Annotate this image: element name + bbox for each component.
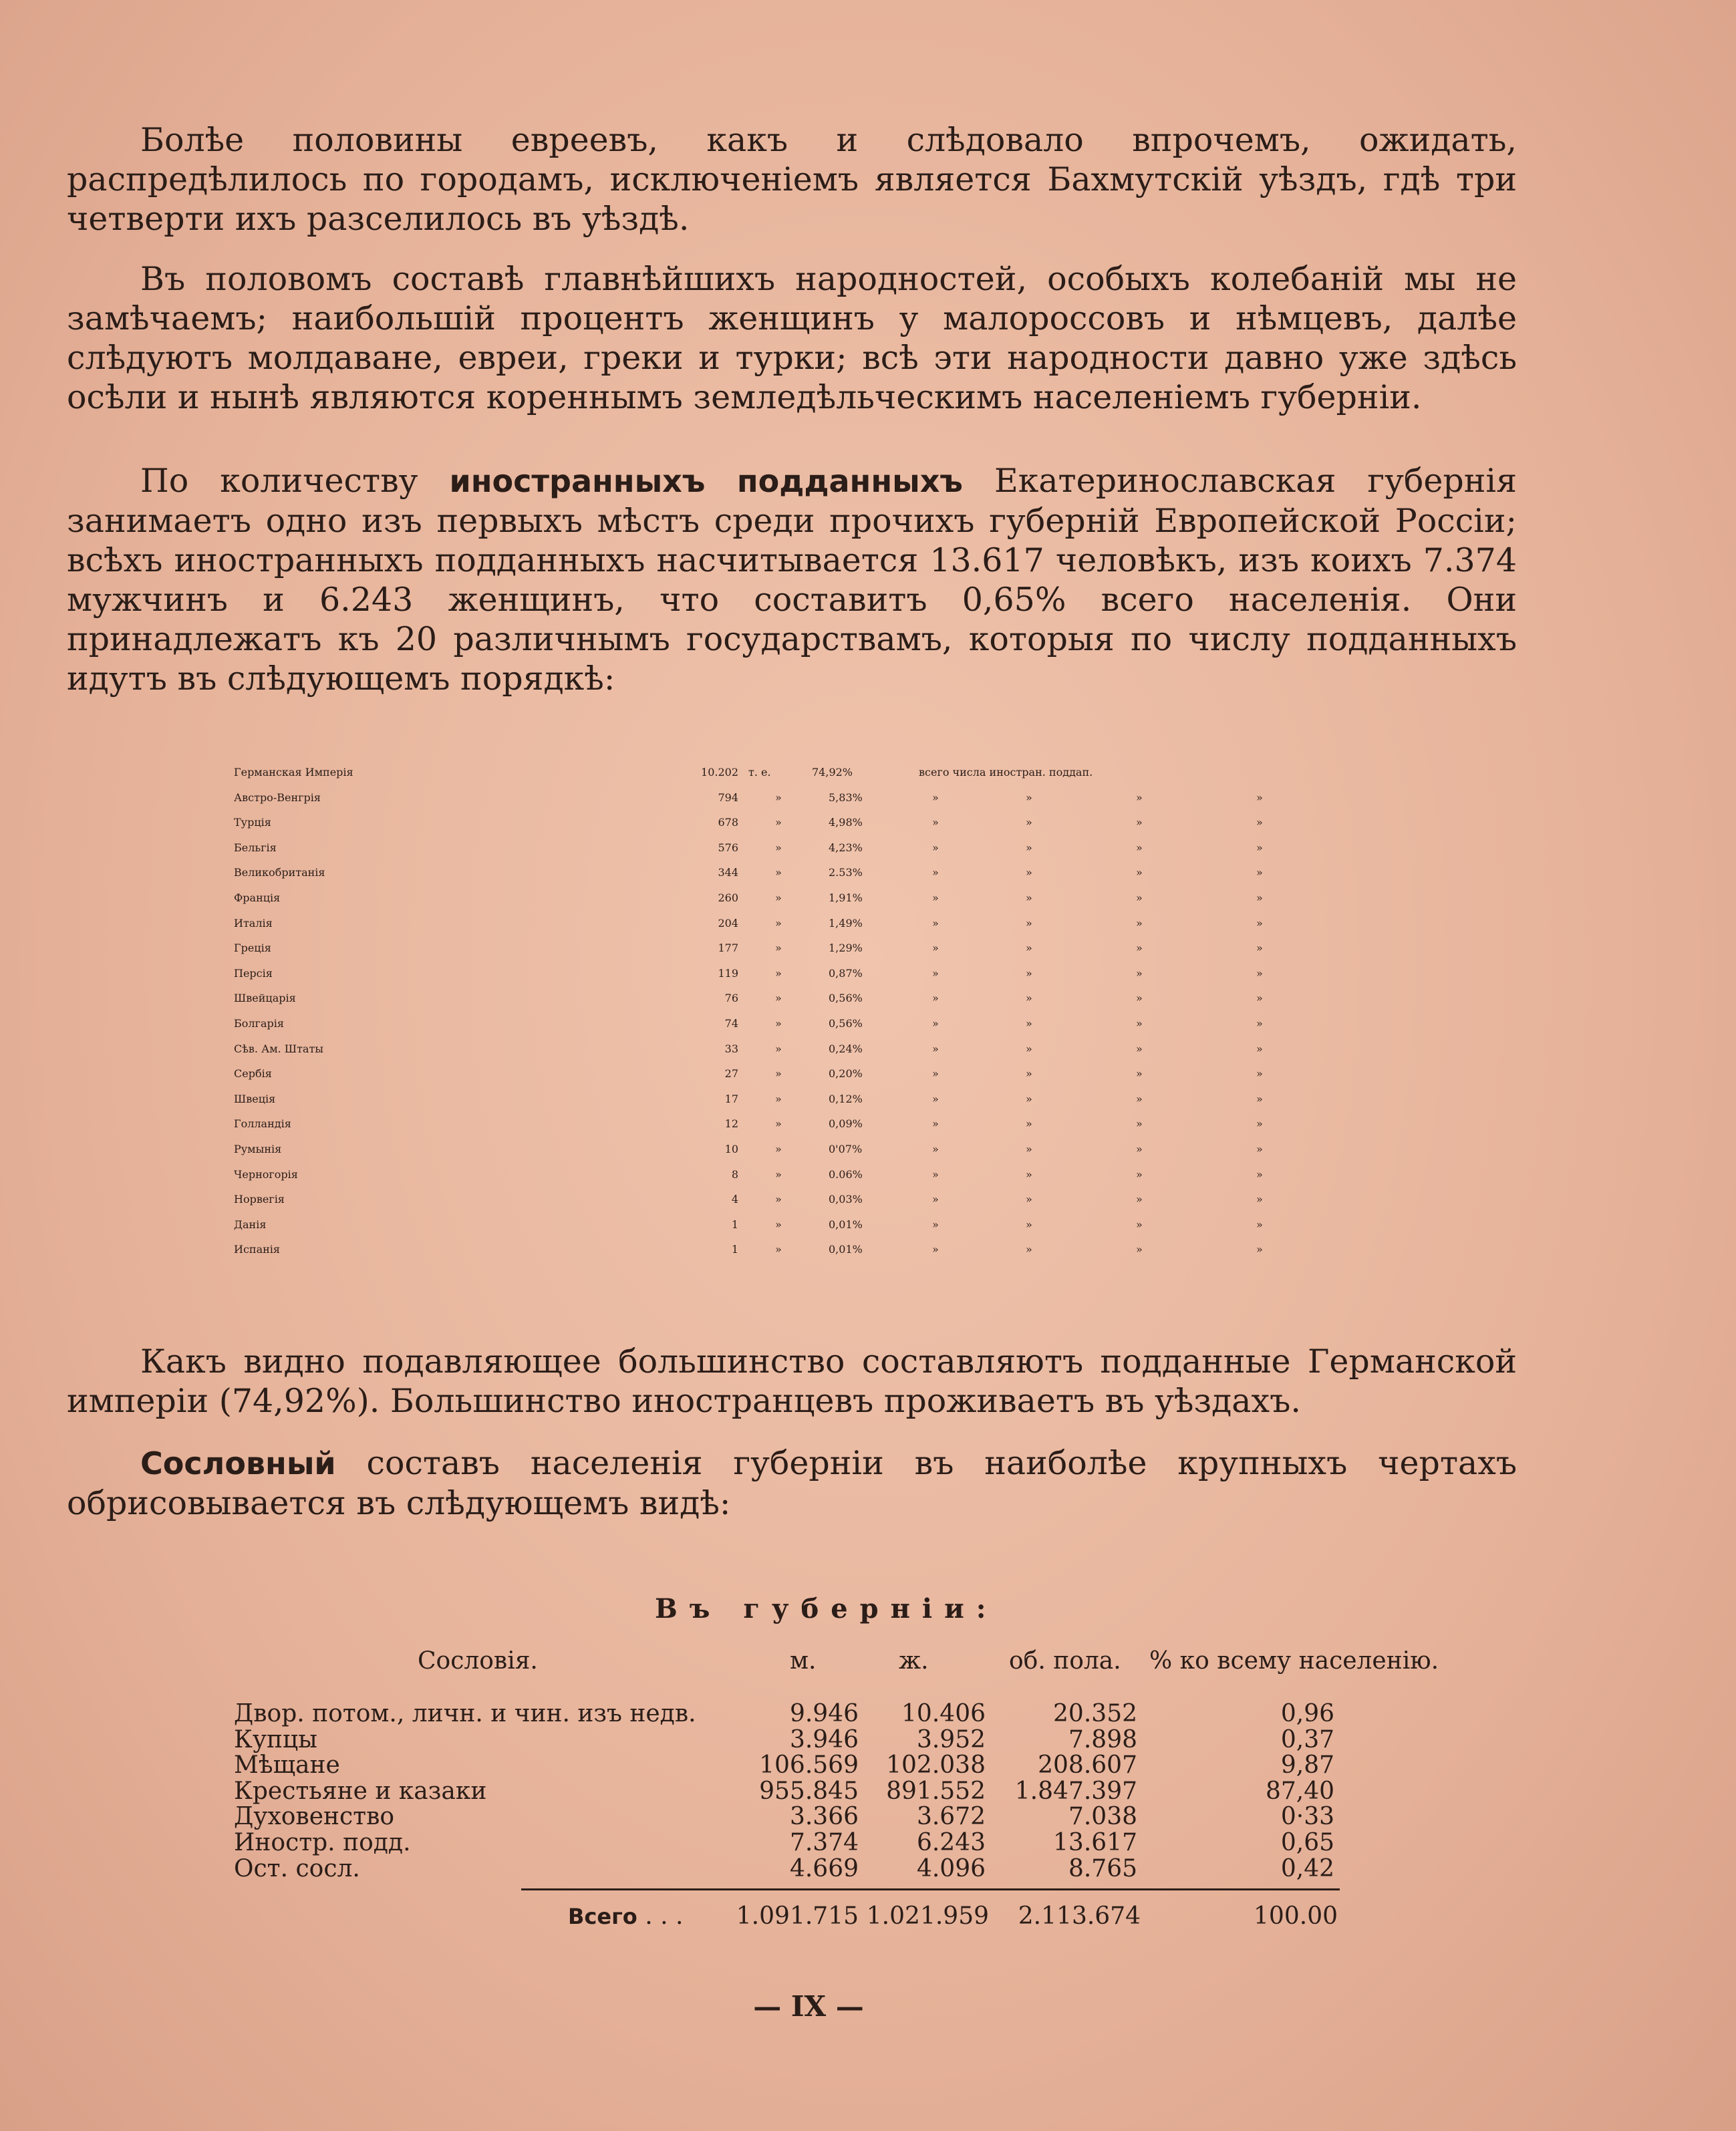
subject-count: 1 xyxy=(731,1218,738,1231)
paragraph-jews-distribution: Болѣе половины евреевъ, какъ и слѣдовало впрочемъ, ожидать, распредѣлилось по городамъ, исключеніемъ является Бахмутскій уѣздъ, гдѣ три четверти ихъ разселилось въ уѣздѣ. xyxy=(67,121,1517,238)
ditto-mark: » xyxy=(1026,967,1032,980)
header-percent: % ко всему населенію. xyxy=(1149,1647,1439,1675)
male-count: 3.366 xyxy=(789,1803,859,1830)
female-count: 3.952 xyxy=(916,1726,986,1753)
subject-count: 76 xyxy=(724,992,738,1004)
ditto-mark: » xyxy=(932,1193,939,1205)
ditto-mark: » xyxy=(1026,891,1032,904)
subject-count: 177 xyxy=(718,942,738,954)
ditto-mark: » xyxy=(932,891,939,904)
ditto-mark: » xyxy=(775,1193,782,1205)
ditto-mark: » xyxy=(932,1117,939,1130)
percent-value: 1,49% xyxy=(829,917,863,930)
both-sexes-count: 20.352 xyxy=(1053,1700,1137,1727)
country-name: Болгарія xyxy=(234,1017,284,1030)
ditto-mark: » xyxy=(1256,1243,1263,1256)
ditto-mark: » xyxy=(775,1067,782,1080)
ditto-mark: » xyxy=(1136,1243,1143,1256)
total-both: 2.113.674 xyxy=(1018,1902,1141,1930)
ditto-mark: » xyxy=(1136,1143,1143,1155)
ditto-mark: » xyxy=(1026,1117,1032,1130)
ditto-mark: » xyxy=(775,992,782,1004)
ditto-mark: » xyxy=(775,1093,782,1105)
ditto-mark: » xyxy=(775,1017,782,1030)
ditto-mark: » xyxy=(1256,1067,1263,1080)
percent-of-population: 0,37 xyxy=(1280,1726,1334,1753)
country-name: Великобританія xyxy=(234,866,325,879)
both-sexes-count: 7.038 xyxy=(1068,1803,1137,1830)
ditto-mark: » xyxy=(1136,816,1143,829)
header-female: ж. xyxy=(899,1647,929,1675)
male-count: 955.845 xyxy=(759,1778,859,1805)
ditto-mark: » xyxy=(1026,841,1032,854)
female-count: 3.672 xyxy=(916,1803,986,1830)
ditto-mark: » xyxy=(1026,1168,1032,1181)
female-count: 102.038 xyxy=(886,1751,986,1779)
both-sexes-count: 208.607 xyxy=(1038,1751,1137,1779)
country-name: Сербія xyxy=(234,1067,272,1080)
ditto-mark: » xyxy=(1136,866,1143,879)
ditto-mark: » xyxy=(932,1168,939,1181)
both-sexes-count: 8.765 xyxy=(1068,1855,1137,1882)
subject-count: 27 xyxy=(724,1067,738,1080)
country-name: Данія xyxy=(234,1218,267,1231)
percent-value: 0,24% xyxy=(829,1042,863,1055)
first-row-suffix: всего числа иностран. поддап. xyxy=(919,766,1093,778)
subject-count: 4 xyxy=(731,1193,738,1205)
percent-of-population: 0·33 xyxy=(1280,1803,1334,1830)
subject-count: 12 xyxy=(724,1117,738,1130)
percent-value: 0,56% xyxy=(829,1017,863,1030)
both-sexes-count: 7.898 xyxy=(1068,1726,1137,1753)
percent-value: 4,98% xyxy=(829,816,863,829)
ditto-mark: » xyxy=(1026,1093,1032,1105)
country-name: Норвегія xyxy=(234,1193,285,1205)
ditto-mark: » xyxy=(1026,866,1032,879)
total-male: 1.091.715 xyxy=(736,1902,859,1930)
ditto-mark: » xyxy=(775,1243,782,1256)
country-name: Германская Имперія xyxy=(234,766,353,778)
percent-value: 74,92% xyxy=(812,766,853,778)
ditto-mark: » xyxy=(1256,1017,1263,1030)
estate-name: Купцы xyxy=(234,1726,317,1753)
ditto-mark: » xyxy=(1026,816,1032,829)
ditto-mark: » xyxy=(932,1243,939,1256)
percent-value: 5,83% xyxy=(829,791,863,804)
female-count: 4.096 xyxy=(916,1855,986,1882)
country-name: Черногорія xyxy=(234,1168,298,1181)
total-label: Всего . . . xyxy=(568,1902,684,1930)
country-name: Персія xyxy=(234,967,273,980)
ditto-mark: » xyxy=(1136,1117,1143,1130)
p3-text-before: По количеству xyxy=(140,462,450,500)
ditto-mark: » xyxy=(932,866,939,879)
subject-count: 344 xyxy=(718,866,738,879)
subject-count: 678 xyxy=(718,816,738,829)
ditto-mark: » xyxy=(1026,1042,1032,1055)
percent-value: 0,87% xyxy=(829,967,863,980)
subject-count: 17 xyxy=(724,1093,738,1105)
ditto-mark: » xyxy=(775,942,782,954)
country-name: Франція xyxy=(234,891,281,904)
estates-table-title: Въ губерніи: xyxy=(655,1593,998,1624)
ditto-mark: » xyxy=(932,841,939,854)
header-estates: Сословія. xyxy=(418,1647,538,1675)
ditto-mark: » xyxy=(1136,1218,1143,1231)
ditto-mark: » xyxy=(1026,992,1032,1004)
ditto-mark: » xyxy=(775,791,782,804)
ditto-mark: » xyxy=(775,1168,782,1181)
ditto-mark: » xyxy=(1136,841,1143,854)
ditto-mark: » xyxy=(775,841,782,854)
estate-name: Крестьяне и казаки xyxy=(234,1778,487,1805)
ditto-mark: » xyxy=(1026,1193,1032,1205)
ditto-mark: » xyxy=(932,1093,939,1105)
ditto-mark: » xyxy=(1136,942,1143,954)
ditto-mark: » xyxy=(1026,1067,1032,1080)
subject-count: 10.202 xyxy=(701,766,738,778)
ditto-mark: » xyxy=(775,1218,782,1231)
ditto-mark: » xyxy=(1136,1193,1143,1205)
ditto-mark: » xyxy=(1256,866,1263,879)
ditto-mark: » xyxy=(932,1042,939,1055)
male-count: 3.946 xyxy=(789,1726,859,1753)
ditto-mark: » xyxy=(932,1017,939,1030)
male-count: 7.374 xyxy=(789,1829,859,1856)
percent-of-population: 87,40 xyxy=(1265,1778,1334,1805)
estate-name: Ост. сосл. xyxy=(234,1855,360,1882)
percent-of-population: 0,42 xyxy=(1280,1855,1334,1882)
ditto-mark: » xyxy=(1136,992,1143,1004)
percent-value: 0,01% xyxy=(829,1243,863,1256)
subject-count: 10 xyxy=(724,1143,738,1155)
male-count: 9.946 xyxy=(789,1700,859,1727)
subject-count: 119 xyxy=(718,967,738,980)
percent-value: 0,56% xyxy=(829,992,863,1004)
ditto-mark: » xyxy=(932,917,939,930)
ditto-mark: » xyxy=(1256,816,1263,829)
percent-of-population: 0,96 xyxy=(1280,1700,1334,1727)
subject-count: 8 xyxy=(731,1168,738,1181)
ditto-mark: » xyxy=(1256,917,1263,930)
ditto-mark: » xyxy=(1136,917,1143,930)
ditto-mark: » xyxy=(932,992,939,1004)
country-name: Сѣв. Ам. Штаты xyxy=(234,1042,324,1055)
estate-name: Духовенство xyxy=(234,1803,395,1830)
ditto-mark: » xyxy=(1256,942,1263,954)
p5-bold-term: Сословный xyxy=(140,1445,336,1481)
ditto-mark: » xyxy=(1256,1117,1263,1130)
p5-text-after: составъ населенія губерніи въ наиболѣе крупныхъ чертахъ обрисовывается въ слѣдующемъ видѣ: xyxy=(67,1444,1517,1522)
ditto-mark: » xyxy=(1026,1143,1032,1155)
ditto-mark: » xyxy=(1256,1143,1263,1155)
estate-name: Иностр. подд. xyxy=(234,1829,411,1856)
ditto-mark: » xyxy=(1256,791,1263,804)
subject-count: 204 xyxy=(718,917,738,930)
ditto-mark: » xyxy=(932,967,939,980)
ditto-mark: » xyxy=(1136,1093,1143,1105)
percent-value: 0.06% xyxy=(829,1168,863,1181)
ditto-mark: » xyxy=(1256,1193,1263,1205)
percent-value: 0'07% xyxy=(829,1143,863,1155)
paragraph-estates-intro xyxy=(67,1443,1517,1523)
country-name: Греція xyxy=(234,942,271,954)
country-name: Австро-Венгрія xyxy=(234,791,321,804)
female-count: 891.552 xyxy=(886,1778,986,1805)
ditto-mark: » xyxy=(775,891,782,904)
both-sexes-count: 1.847.397 xyxy=(1014,1778,1137,1805)
ditto-mark: » xyxy=(1136,1168,1143,1181)
paragraph-german-majority: Какъ видно подавляющее большинство составляютъ подданные Германской имперіи (74,92%). Большинство иностранцевъ проживаетъ въ уѣздахъ. xyxy=(67,1342,1517,1420)
p3-bold-term: иностранныхъ подданныхъ xyxy=(449,463,963,499)
country-name: Испанія xyxy=(234,1243,280,1256)
country-name: Италія xyxy=(234,917,273,930)
country-name: Швейцарія xyxy=(234,992,296,1004)
total-percent: 100.00 xyxy=(1254,1902,1338,1930)
ditto-mark: » xyxy=(775,816,782,829)
country-name: Бельгія xyxy=(234,841,277,854)
paragraph-gender-composition: Въ половомъ составѣ главнѣйшихъ народностей, особыхъ колебаній мы не замѣчаемъ; наибольшій процентъ женщинъ у малороссовъ и нѣмцевъ, далѣе слѣдуютъ молдаване, евреи, греки и турки; всѣ эти народности давно уже здѣсь осѣли и нынѣ являются кореннымъ земледѣльческимъ населеніемъ губерніи. xyxy=(67,260,1517,416)
estate-name: Двор. потом., личн. и чин. изъ недв. xyxy=(234,1700,696,1727)
ditto-mark: » xyxy=(775,917,782,930)
te-label: т. е. xyxy=(748,766,771,778)
subject-count: 794 xyxy=(718,791,738,804)
country-name: Швеція xyxy=(234,1093,276,1105)
male-count: 106.569 xyxy=(759,1751,859,1779)
percent-value: 2.53% xyxy=(829,866,863,879)
ditto-mark: » xyxy=(932,816,939,829)
total-female: 1.021.959 xyxy=(866,1902,989,1930)
ditto-mark: » xyxy=(1026,942,1032,954)
percent-value: 1,29% xyxy=(829,942,863,954)
header-both-sexes: об. пола. xyxy=(1009,1647,1121,1675)
ditto-mark: » xyxy=(1026,791,1032,804)
ditto-mark: » xyxy=(775,1143,782,1155)
ditto-mark: » xyxy=(1256,891,1263,904)
ditto-mark: » xyxy=(1026,1218,1032,1231)
country-name: Голландія xyxy=(234,1117,291,1130)
country-name: Турція xyxy=(234,816,271,829)
ditto-mark: » xyxy=(1136,1017,1143,1030)
ditto-mark: » xyxy=(1256,1168,1263,1181)
ditto-mark: » xyxy=(775,1042,782,1055)
female-count: 6.243 xyxy=(916,1829,986,1856)
ditto-mark: » xyxy=(932,791,939,804)
ditto-mark: » xyxy=(932,1067,939,1080)
ditto-mark: » xyxy=(775,1117,782,1130)
subject-count: 576 xyxy=(718,841,738,854)
percent-of-population: 0,65 xyxy=(1280,1829,1334,1856)
paragraph-foreign-subjects xyxy=(67,461,1517,698)
page-number: — IX — xyxy=(753,1990,864,2023)
percent-value: 0,03% xyxy=(829,1193,863,1205)
ditto-mark: » xyxy=(1256,1042,1263,1055)
ditto-mark: » xyxy=(1026,1243,1032,1256)
ditto-mark: » xyxy=(1256,841,1263,854)
ditto-mark: » xyxy=(1026,1017,1032,1030)
ditto-mark: » xyxy=(1136,1042,1143,1055)
country-name: Румынія xyxy=(234,1143,282,1155)
ditto-mark: » xyxy=(1136,791,1143,804)
male-count: 4.669 xyxy=(789,1855,859,1882)
total-rule xyxy=(521,1888,1340,1890)
ditto-mark: » xyxy=(1256,992,1263,1004)
ditto-mark: » xyxy=(932,942,939,954)
ditto-mark: » xyxy=(1136,967,1143,980)
female-count: 10.406 xyxy=(901,1700,986,1727)
percent-of-population: 9,87 xyxy=(1280,1751,1334,1779)
percent-value: 0,01% xyxy=(829,1218,863,1231)
subject-count: 74 xyxy=(724,1017,738,1030)
header-male: м. xyxy=(790,1647,817,1675)
ditto-mark: » xyxy=(1256,967,1263,980)
percent-value: 0,09% xyxy=(829,1117,863,1130)
subject-count: 260 xyxy=(718,891,738,904)
ditto-mark: » xyxy=(932,1143,939,1155)
both-sexes-count: 13.617 xyxy=(1053,1829,1137,1856)
ditto-mark: » xyxy=(1026,917,1032,930)
estate-name: Мѣщане xyxy=(234,1751,340,1779)
ditto-mark: » xyxy=(775,866,782,879)
percent-value: 1,91% xyxy=(829,891,863,904)
ditto-mark: » xyxy=(1256,1218,1263,1231)
percent-value: 4,23% xyxy=(829,841,863,854)
subject-count: 33 xyxy=(724,1042,738,1055)
ditto-mark: » xyxy=(1136,891,1143,904)
percent-value: 0,20% xyxy=(829,1067,863,1080)
ditto-mark: » xyxy=(932,1218,939,1231)
ditto-mark: » xyxy=(1136,1067,1143,1080)
subject-count: 1 xyxy=(731,1243,738,1256)
ditto-mark: » xyxy=(1256,1093,1263,1105)
ditto-mark: » xyxy=(775,967,782,980)
p3-text-after: Екатеринославская губернія занимаетъ одно изъ первыхъ мѣстъ среди прочихъ губерній Европейской Россіи; всѣхъ иностранныхъ подданныхъ насчитывается 13.617 человѣкъ, изъ коихъ 7.374 мужчинъ и 6.243 женщинъ, что составитъ 0,65% всего населенія. Они принадлежатъ къ 20 различнымъ государствамъ, которыя по числу подданныхъ идутъ въ слѣдующемъ порядкѣ: xyxy=(67,462,1517,698)
percent-value: 0,12% xyxy=(829,1093,863,1105)
